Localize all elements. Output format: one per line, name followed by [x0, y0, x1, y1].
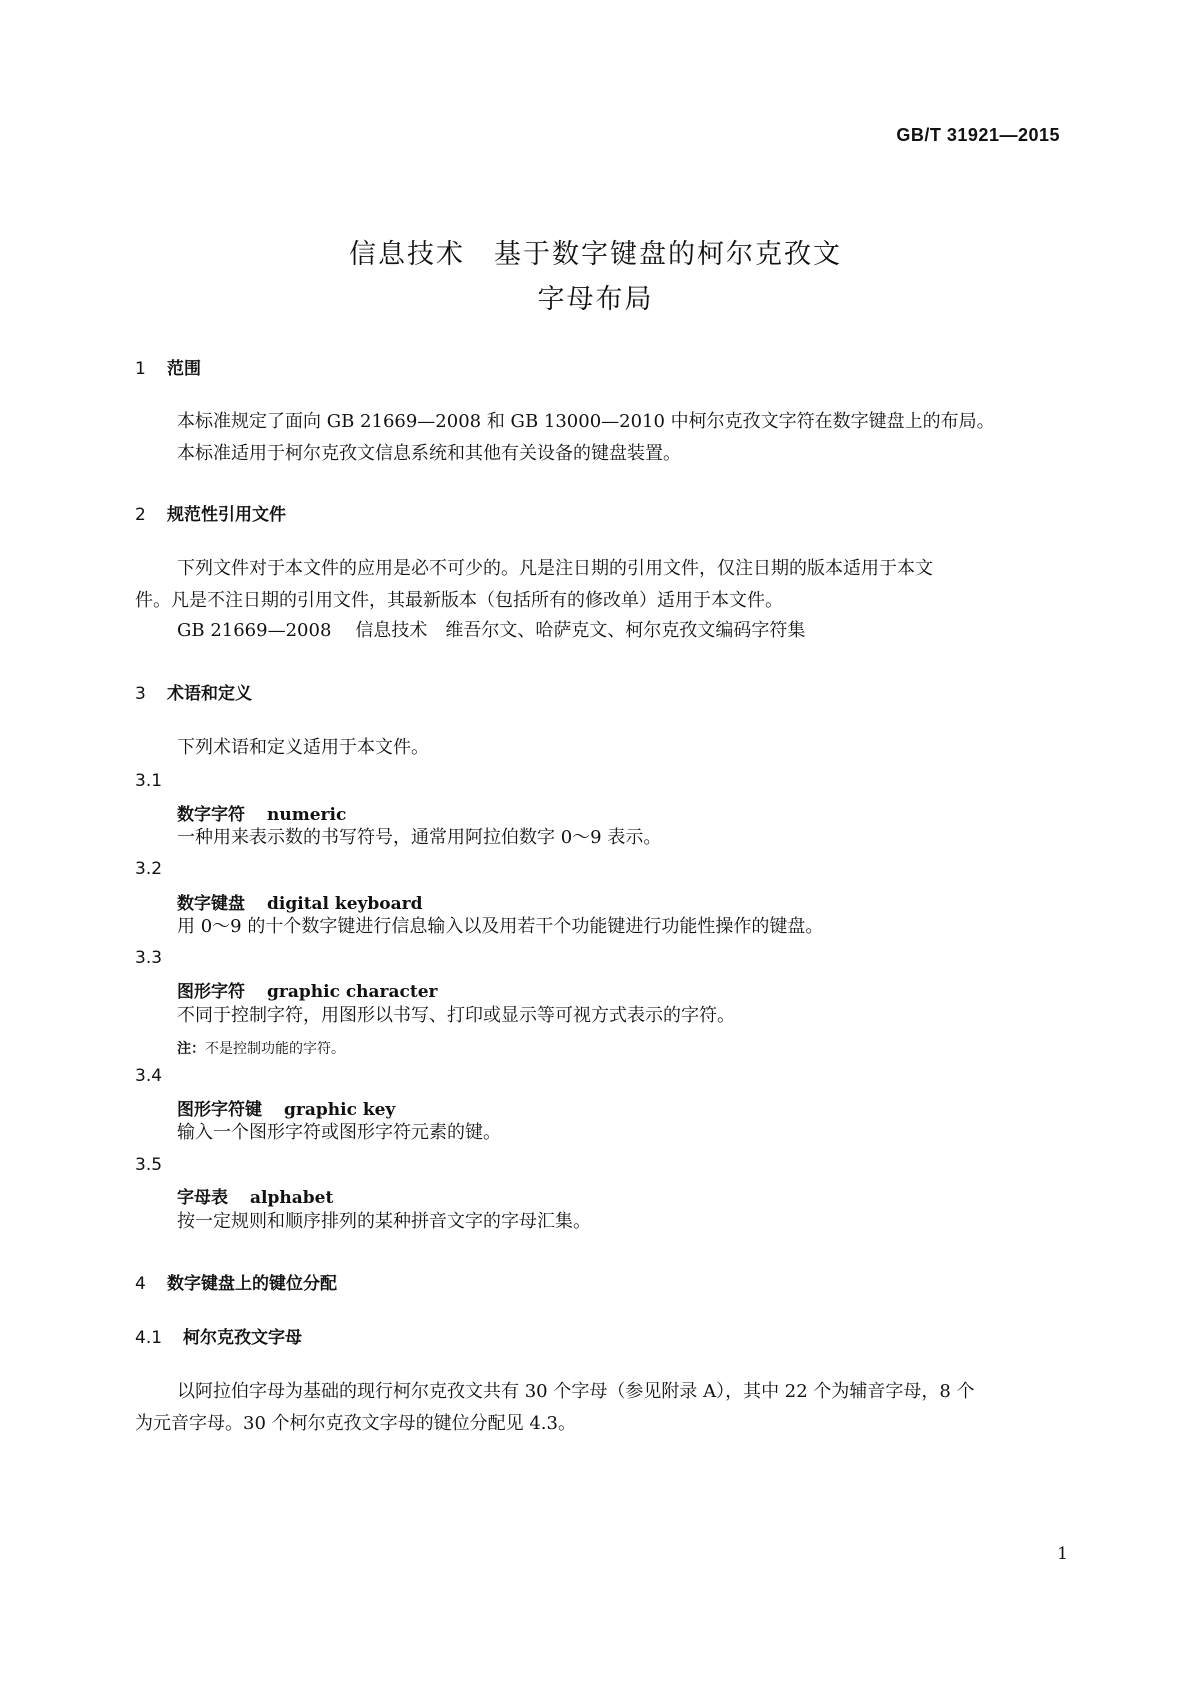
document-title-line1: 信息技术 基于数字键盘的柯尔克孜文: [349, 239, 842, 270]
page-number: 1: [1057, 1544, 1068, 1564]
section-number: 4: [135, 1274, 146, 1294]
document-title-line2: 字母布局: [537, 284, 654, 315]
section-4-1-paragraph-line2: 为元音字母。30 个柯尔克孜文字母的键位分配见 4.3。: [135, 1413, 576, 1434]
term-english: digital keyboard: [267, 894, 423, 914]
term-number: 3.1: [135, 771, 163, 791]
term-definition: 按一定规则和顺序排列的某种拼音文字的字母汇集。: [177, 1211, 591, 1232]
term-english: graphic character: [267, 982, 438, 1002]
term-chinese: 数字键盘: [177, 894, 245, 914]
note-label: 注：: [177, 1041, 205, 1057]
term-entry: [177, 977, 438, 1002]
section-1-paragraph-1: 本标准规定了面向 GB 21669—2008 和 GB 13000—2010 中柯尔克孜文字符在数字键盘上的布局。: [177, 411, 995, 432]
section-4-1-paragraph-line1: 以阿拉伯字母为基础的现行柯尔克孜文共有 30 个字母（参见附录 A），其中 22 个为辅音字母，8 个: [177, 1381, 975, 1402]
reference-code: GB 21669—2008: [177, 620, 332, 641]
term-english: alphabet: [250, 1188, 334, 1208]
term-chinese: 图形字符键: [177, 1100, 262, 1120]
section-3-intro: 下列术语和定义适用于本文件。: [177, 737, 429, 758]
term-number: 3.2: [135, 859, 163, 879]
section-number: 4.1: [135, 1328, 163, 1348]
section-number: 1: [135, 359, 146, 379]
section-number: 2: [135, 505, 146, 525]
normative-reference: [177, 615, 805, 647]
term-definition: 用 0～9 的十个数字键进行信息输入以及用若干个功能键进行功能性操作的键盘。: [177, 916, 824, 937]
section-title: 范围: [167, 359, 201, 379]
section-number: 3: [135, 684, 146, 704]
term-chinese: 字母表: [177, 1188, 228, 1208]
section-1-paragraph-2: 本标准适用于柯尔克孜文信息系统和其他有关设备的键盘装置。: [177, 443, 681, 464]
section-3-heading: [135, 679, 252, 704]
section-title: 术语和定义: [167, 684, 252, 704]
section-title: 规范性引用文件: [167, 505, 286, 525]
term-definition: 一种用来表示数的书写符号，通常用阿拉伯数字 0～9 表示。: [177, 827, 662, 848]
section-2-heading: [135, 500, 286, 525]
term-number: 3.4: [135, 1066, 163, 1086]
note-text: 不是控制功能的字符。: [205, 1041, 345, 1057]
section-2-paragraph-line2: 件。凡是不注日期的引用文件，其最新版本（包括所有的修改单）适用于本文件。: [135, 590, 783, 611]
term-definition: 输入一个图形字符或图形字符元素的键。: [177, 1122, 501, 1143]
term-chinese: 数字字符: [177, 805, 245, 825]
term-number: 3.3: [135, 948, 163, 968]
term-definition: 不同于控制字符，用图形以书写、打印或显示等可视方式表示的字符。: [177, 1005, 735, 1026]
term-note: [177, 1038, 345, 1058]
section-title: 数字键盘上的键位分配: [167, 1274, 337, 1294]
section-1-heading: [135, 354, 201, 379]
section-4-heading: [135, 1269, 337, 1294]
term-chinese: 图形字符: [177, 982, 245, 1002]
term-entry: [177, 1183, 333, 1208]
section-title: 柯尔克孜文字母: [183, 1328, 302, 1348]
term-english: numeric: [267, 805, 347, 825]
section-4-1-heading: [135, 1323, 302, 1348]
standard-code: GB/T 31921—2015: [896, 125, 1060, 145]
section-2-paragraph-line1: 下列文件对于本文件的应用是必不可少的。凡是注日期的引用文件，仅注日期的版本适用于本文: [177, 558, 933, 579]
term-english: graphic key: [284, 1100, 396, 1120]
reference-title: 信息技术 维吾尔文、哈萨克文、柯尔克孜文编码字符集: [355, 620, 806, 641]
term-number: 3.5: [135, 1155, 163, 1175]
